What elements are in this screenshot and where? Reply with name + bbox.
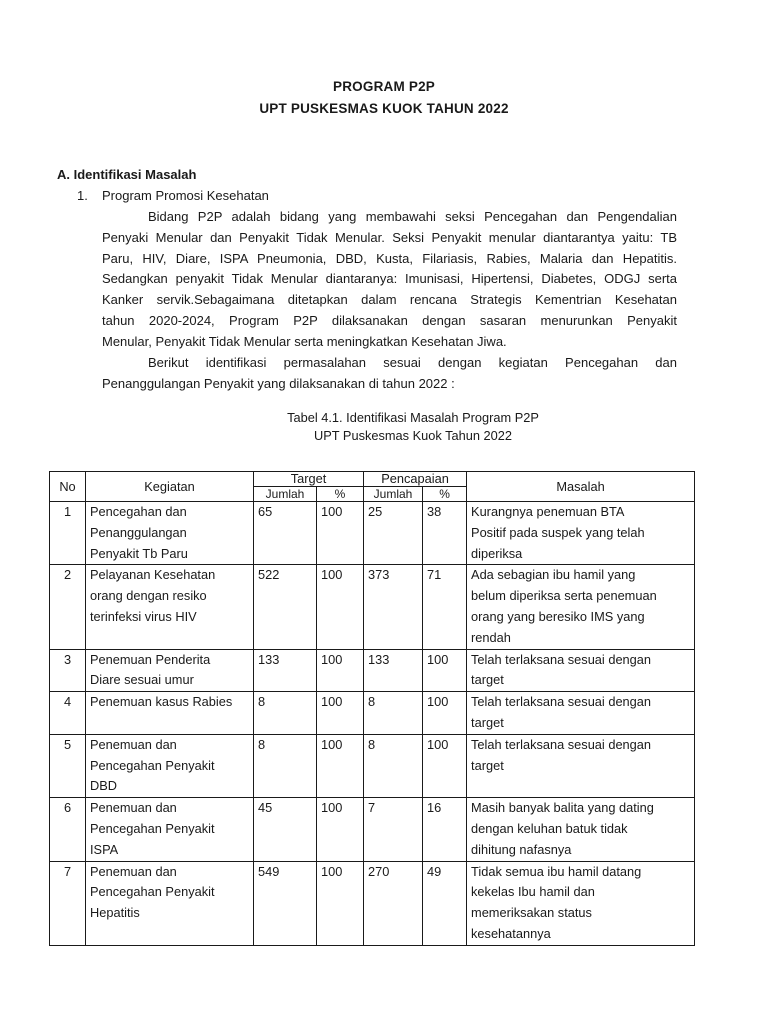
paragraph-2: [102, 353, 677, 395]
header-target-persen: %: [317, 487, 364, 502]
cell-masalah: [467, 692, 695, 735]
header-pencapaian: Pencapaian: [364, 472, 467, 487]
cell-line: dengan keluhan batuk tidak: [471, 820, 628, 836]
cell-no: 1: [50, 502, 86, 565]
document-subtitle: UPT PUSKESMAS KUOK TAHUN 2022: [259, 101, 509, 116]
cell-line: belum diperiksa serta penemuan: [471, 588, 657, 604]
table-row: [50, 734, 695, 797]
cell-masalah: [467, 861, 695, 945]
paragraph-line: tahun 2020-2024, Program P2P dilaksanakan dengan sasaran menurunkan Penyakit: [102, 312, 677, 328]
cell-capai-jumlah: 7: [364, 798, 423, 861]
cell-line: Penemuan dan: [90, 736, 177, 752]
section-heading: A. Identifikasi Masalah: [57, 167, 197, 182]
cell-target-jumlah: 45: [254, 798, 317, 861]
cell-line: Ada sebagian ibu hamil yang: [471, 567, 636, 583]
paragraph-line: Penanggulangan Penyakit yang dilaksanakan di tahun 2022 :: [102, 375, 455, 391]
cell-line: DBD: [90, 778, 118, 794]
table-row: [50, 565, 695, 649]
header-masalah: Masalah: [467, 472, 695, 502]
cell-line: dihitung nafasnya: [471, 841, 572, 857]
cell-capai-jumlah: 8: [364, 734, 423, 797]
cell-target-persen: 100: [317, 502, 364, 565]
header-target-jumlah: Jumlah: [254, 487, 317, 502]
cell-no: 3: [50, 649, 86, 692]
cell-capai-jumlah: 25: [364, 502, 423, 565]
cell-line: rendah: [471, 629, 511, 645]
paragraph-line: Menular, Penyakit Tidak Menular serta meningkatkan Kesehatan Jiwa.: [102, 333, 507, 349]
cell-kegiatan: [86, 734, 254, 797]
cell-no: 6: [50, 798, 86, 861]
header-capai-persen: %: [423, 487, 467, 502]
cell-target-jumlah: 8: [254, 692, 317, 735]
cell-masalah: [467, 798, 695, 861]
cell-line: Pencegahan Penyakit: [90, 757, 215, 773]
cell-masalah: [467, 649, 695, 692]
cell-line: memeriksakan status: [471, 905, 592, 921]
cell-line: Pelayanan Kesehatan: [90, 567, 216, 583]
cell-capai-jumlah: 270: [364, 861, 423, 945]
cell-line: Penemuan dan: [90, 800, 177, 816]
cell-target-jumlah: 8: [254, 734, 317, 797]
cell-target-persen: 100: [317, 861, 364, 945]
table-row: [50, 692, 695, 735]
cell-line: Telah terlaksana sesuai dengan: [471, 736, 652, 752]
cell-capai-persen: 100: [423, 734, 467, 797]
cell-target-persen: 100: [317, 649, 364, 692]
table-row: [50, 861, 695, 945]
cell-line: Pencegahan dan: [90, 504, 187, 519]
table-body: [50, 502, 695, 946]
cell-target-jumlah: 522: [254, 565, 317, 649]
cell-target-persen: 100: [317, 692, 364, 735]
cell-kegiatan: [86, 502, 254, 565]
cell-target-persen: 100: [317, 565, 364, 649]
cell-line: target: [471, 672, 504, 688]
cell-line: Telah terlaksana sesuai dengan: [471, 694, 652, 710]
paragraph-line: Paru, HIV, Diare, ISPA Pneumonia, DBD, Kusta, Filariasis, Rabies, Malaria dan Hepatitis.: [102, 250, 677, 266]
paragraph-line: Bidang P2P adalah bidang yang membawahi seksi Pencegahan dan Pengendalian: [148, 209, 677, 224]
header-capai-jumlah: Jumlah: [364, 487, 423, 502]
paragraph-line: Kanker servik.Sebagaimana ditetapkan dalam rencana Strategis Kementrian Kesehatan: [102, 292, 677, 308]
cell-line: Penemuan Penderita: [90, 651, 211, 667]
cell-no: 7: [50, 861, 86, 945]
cell-line: kekelas Ibu hamil dan: [471, 884, 595, 900]
cell-capai-persen: 38: [423, 502, 467, 565]
cell-line: Hepatitis: [90, 905, 140, 921]
cell-line: Positif pada suspek yang telah: [471, 524, 645, 540]
cell-line: Penyakit Tb Paru: [90, 545, 188, 561]
cell-line: orang yang beresiko IMS yang: [471, 608, 645, 624]
cell-no: 2: [50, 565, 86, 649]
cell-masalah: [467, 734, 695, 797]
cell-capai-persen: 16: [423, 798, 467, 861]
cell-capai-persen: 100: [423, 692, 467, 735]
cell-capai-jumlah: 8: [364, 692, 423, 735]
cell-line: ISPA: [90, 841, 119, 857]
cell-no: 4: [50, 692, 86, 735]
cell-kegiatan: [86, 692, 254, 735]
table-caption-sub: UPT Puskesmas Kuok Tahun 2022: [314, 428, 512, 443]
cell-target-persen: 100: [317, 734, 364, 797]
cell-masalah: [467, 502, 695, 565]
cell-line: Tidak semua ibu hamil datang: [471, 863, 642, 879]
cell-kegiatan: [86, 649, 254, 692]
cell-line: orang dengan resiko: [90, 588, 207, 604]
cell-target-jumlah: 549: [254, 861, 317, 945]
cell-line: target: [471, 757, 504, 773]
cell-target-jumlah: 65: [254, 502, 317, 565]
cell-capai-persen: 49: [423, 861, 467, 945]
cell-no: 5: [50, 734, 86, 797]
cell-line: terinfeksi virus HIV: [90, 608, 197, 624]
cell-kegiatan: [86, 861, 254, 945]
cell-kegiatan: [86, 565, 254, 649]
cell-line: Pencegahan Penyakit: [90, 884, 215, 900]
paragraph-line: Berikut identifikasi permasalahan sesuai dengan kegiatan Pencegahan dan: [148, 355, 677, 370]
cell-line: target: [471, 714, 504, 730]
cell-capai-persen: 71: [423, 565, 467, 649]
cell-line: diperiksa: [471, 545, 523, 561]
cell-line: Telah terlaksana sesuai dengan: [471, 651, 652, 667]
table-row: [50, 798, 695, 861]
header-no: No: [50, 472, 86, 502]
table-row: [50, 502, 695, 565]
list-item-title: Program Promosi Kesehatan: [102, 188, 269, 203]
cell-capai-persen: 100: [423, 649, 467, 692]
paragraph-line: Sedangkan penyakit Tidak Menular diantaranya: Imunisasi, Hipertensi, Diabetes, ODGJ serta: [102, 271, 677, 287]
cell-line: Penanggulangan: [90, 524, 187, 540]
cell-line: Penemuan dan: [90, 863, 177, 879]
header-target: Target: [254, 472, 364, 487]
cell-line: Diare sesuai umur: [90, 672, 194, 688]
cell-line: Penemuan kasus Rabies: [90, 694, 233, 710]
list-item-number: 1.: [77, 188, 88, 203]
table-row: [50, 649, 695, 692]
cell-capai-jumlah: 133: [364, 649, 423, 692]
header-kegiatan: Kegiatan: [86, 472, 254, 502]
cell-target-persen: 100: [317, 798, 364, 861]
cell-line: kesehatannya: [471, 925, 551, 941]
cell-line: Pencegahan Penyakit: [90, 820, 215, 836]
paragraph-line: Penyaki Menular dan Penyakit Tidak Menular. Seksi Penyakit menular diantarantya yaitu: TB: [102, 229, 677, 245]
cell-target-jumlah: 133: [254, 649, 317, 692]
document-title: PROGRAM P2P: [333, 79, 435, 94]
cell-line: Masih banyak balita yang dating: [471, 800, 654, 816]
cell-capai-jumlah: 373: [364, 565, 423, 649]
problem-identification-table: [49, 471, 695, 946]
cell-line: Kurangnya penemuan BTA: [471, 504, 625, 519]
table-caption: Tabel 4.1. Identifikasi Masalah Program P2P: [287, 410, 539, 425]
paragraph-1: [102, 207, 677, 353]
cell-kegiatan: [86, 798, 254, 861]
cell-masalah: [467, 565, 695, 649]
